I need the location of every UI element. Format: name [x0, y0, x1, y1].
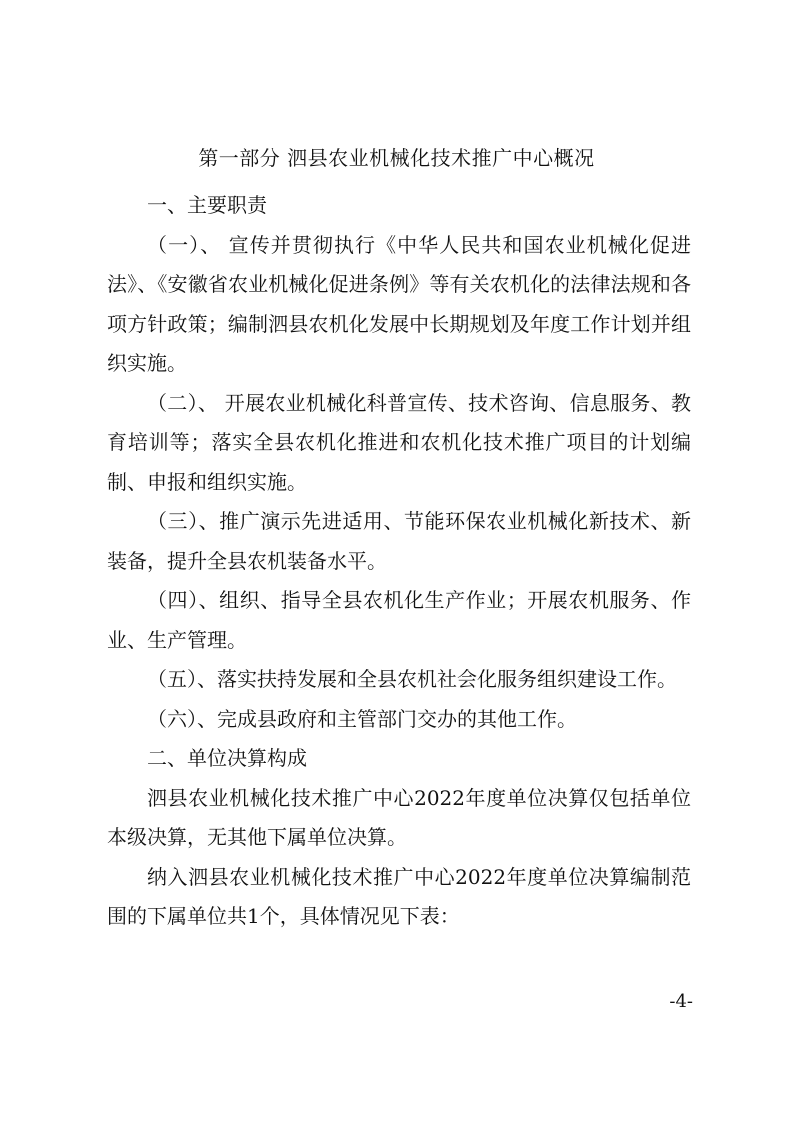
- page-title: 第一部分 泗县农业机械化技术推广中心概况: [198, 146, 595, 170]
- duty-item-4: （四）、组织、指导全县农机化生产作业；开展农机服务、作业、生产管理。: [107, 588, 691, 652]
- composition-paragraph-1: 泗县农业机械化技术推广中心2022年度单位决算仅包括单位本级决算，无其他下属单位决算。: [107, 785, 691, 849]
- document-body: [107, 186, 691, 937]
- duty-item-2: （二）、 开展农业机械化科普宣传、技术咨询、信息服务、教育培训等；落实全县农机化推进和农机化技术推广项目的计划编制、申报和组织实施。: [107, 390, 691, 494]
- composition-paragraph-2: 纳入泗县农业机械化技术推广中心2022年度单位决算编制范围的下属单位共1个，具体情况见下表：: [107, 864, 691, 928]
- section-heading-composition: 二、单位决算构成: [147, 746, 307, 770]
- duty-item-6: （六）、完成县政府和主管部门交办的其他工作。: [147, 706, 577, 731]
- duty-item-3: （三）、推广演示先进适用、节能环保农业机械化新技术、新装备，提升全县农机装备水平。: [107, 509, 691, 573]
- duty-item-1: （一）、 宣传并贯彻执行《中华人民共和国农业机械化促进法》、《安徽省农业机械化促进条例》等有关农机化的法律法规和各项方针政策；编制泗县农机化发展中长期规划及年度工作计划并组织实施。: [107, 232, 691, 375]
- page-number: -4-: [669, 991, 693, 1012]
- duty-item-5: （五）、落实扶持发展和全县农机社会化服务组织建设工作。: [147, 667, 677, 691]
- section-heading-duties: 一、主要职责: [147, 193, 267, 217]
